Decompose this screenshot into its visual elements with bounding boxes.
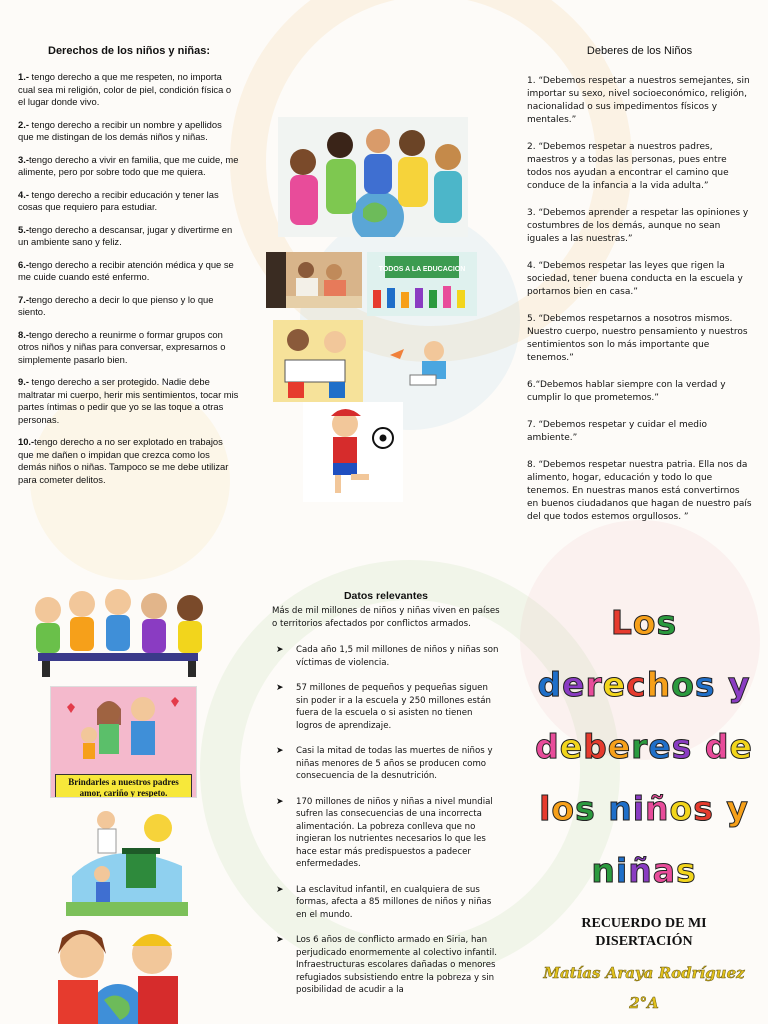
duties-section (527, 45, 752, 538)
right-number: 3.- (18, 153, 29, 165)
right-item (18, 436, 240, 486)
education-poster (367, 252, 477, 316)
right-item (18, 119, 240, 144)
parents-caption: Brindarles a nuestros padres amor, cariño y respeto. (55, 774, 192, 798)
fact-bullet: ➤ Los 6 años de conflicto armado en Siria, han perjudicado enormemente al colectivo infantil. Infraestructuras escolares dañadas o menores refugiados subsistiendo entre la pobreza y sin posibilidad de acudir a la (272, 934, 500, 997)
facts-heading: Datos relevantes (343, 590, 429, 602)
cover-title-line: niñas (591, 851, 697, 890)
children-globe-photo (278, 117, 468, 237)
classroom-photo (266, 252, 362, 308)
cover-title (520, 592, 768, 902)
duty-item: 1. “Debemos respetar a nuestros semejantes, sin importar su sexo, nivel socioeconómico, religión, nacionalidad o sus impedimentos físicos y mentales.” (527, 76, 750, 125)
family-illustration (51, 687, 196, 769)
rights-list (18, 71, 240, 486)
right-number: 10.- (18, 436, 35, 447)
right-item (18, 154, 240, 179)
right-text: tengo derecho a descansar, jugar y divertirme en un ambiente sano y feliz. (18, 223, 233, 247)
right-number: 4.- (18, 188, 29, 200)
cover-subtitle-line2: DISERTACIÓN (595, 934, 693, 949)
facts-section (272, 590, 500, 1010)
fact-bullet: ➤ Cada año 1,5 mil millones de niños y niñas son víctimas de violencia. (272, 644, 500, 669)
duty-item: 5. “Debemos respetarnos a nosotros mismos. Nuestro cuerpo, nuestro pensamiento y nuestros sentimientos son lo más importante que tenemos.” (527, 314, 748, 363)
education-sign-text: TODOS A LA EDUCACION (378, 266, 466, 273)
soccer-kid-cartoon (303, 402, 403, 502)
facts-list (272, 644, 500, 997)
kids-with-sign-cartoon (273, 320, 363, 402)
cover-subtitle-line1: RECUERDO DE MI (581, 916, 707, 931)
fact-bullet: ➤ 57 millones de pequeños y pequeñas siguen sin poder ir a la escuela y 250 millones están fuera de la escuela o si asisten no tienen logros de aprendizaje. (272, 682, 500, 732)
duties-heading: Deberes de los Niños (586, 45, 693, 57)
cover-section (520, 590, 768, 1012)
recycling-kids-cartoon (66, 806, 188, 916)
duties-list (527, 75, 752, 524)
right-item (18, 259, 240, 284)
fact-bullet: ➤ 170 millones de niños y niñas a nivel mundial sufren las consecuencias de una incorrecta alimentación. La pobreza conlleva que no ingieran los nutrientes necesarios lo que les hace estar más predispuestos a padecer enfermedades. (272, 796, 500, 871)
right-number: 5.- (18, 223, 29, 235)
kids-group-cartoon (18, 588, 216, 680)
duty-item: 7. “Debemos respetar y cuidar el medio ambiente.” (527, 420, 708, 443)
right-text: tengo derecho a no ser explotado en trabajos que me dañen o impidan que crezca como los demás niños o niñas. Tampoco se me debe utilizar para cometer delitos. (18, 436, 229, 485)
fact-bullet: ➤ Casi la mitad de todas las muertes de niños y niñas menores de 5 años se producen como consecuencia de la desnutrición. (272, 745, 500, 783)
child-reading-illustration (370, 325, 460, 395)
cover-title-line: derechos y (537, 665, 751, 704)
right-number: 1.- (18, 71, 29, 82)
right-text: tengo derecho a ser protegido. Nadie debe maltratar mi cuerpo, herir mis sentimientos, tocar mis partes íntimas o pedir que yo se las toque a otras personas. (18, 376, 239, 425)
cover-title-line: los niños y (539, 789, 749, 828)
cover-title-line: Los (610, 603, 678, 642)
right-item (18, 329, 240, 367)
kids-group-illustration (18, 588, 216, 680)
children-globe-illustration (278, 117, 468, 237)
right-item (18, 71, 240, 109)
right-number: 7.- (18, 293, 29, 305)
education-poster-illustration (367, 252, 477, 316)
fact-bullet: ➤ La esclavitud infantil, en cualquiera de sus formas, afecta a 85 millones de niños y niñas en el mundo. (272, 884, 500, 922)
classroom-illustration (266, 252, 362, 308)
right-number: 2.- (18, 118, 29, 130)
right-number: 8.- (18, 328, 29, 340)
rights-heading: Derechos de los niños y niñas: (48, 45, 210, 57)
right-text: tengo derecho a recibir un nombre y apellidos que me distingan de los demás niños y niñas. (18, 118, 222, 142)
parents-respect-card (50, 686, 197, 798)
duty-item: 4. “Debemos respetar las leyes que rigen la sociedad, tener buena conducta en la escuela y portarnos bien en casa.” (527, 261, 743, 297)
right-text: tengo derecho a que me respeten, no importa cual sea mi religión, color de piel, condición física o el lugar donde vivo. (18, 71, 232, 107)
duty-item: 2. “Debemos respetar a nuestros padres, maestros y a todas las personas, pues entre todos nos ayudan a encontrar el camino que conduce de la infancia a la vida adulta.” (527, 142, 729, 191)
cover-title-line: deberes de (535, 727, 753, 766)
right-item (18, 294, 240, 319)
right-text: tengo derecho a decir lo que pienso y lo que siento. (18, 293, 214, 317)
right-item (18, 224, 240, 249)
duty-item: 3. “Debemos aprender a respetar las opiniones y costumbres de los demás, aunque no sean iguales a las nuestras.” (527, 208, 749, 244)
right-item (18, 189, 240, 214)
right-number: 9.- (18, 376, 29, 387)
duty-item: 8. “Debemos respetar nuestra patria. Ella nos da alimento, hogar, educación y todo lo que tenemos. En nuestras manos está convertirnos en buenos ciudadanos que hagan de nuestro país del que todos estemos orgullosos. ” (527, 460, 752, 522)
kids-with-sign-illustration (273, 320, 363, 402)
right-text: tengo derecho a recibir atención médica y que se me cuide cuando esté enfermo. (18, 258, 234, 282)
right-text: tengo derecho a recibir educación y tener las cosas que requiero para estudiar. (18, 188, 219, 212)
cover-author: Matías Araya Rodríguez (543, 964, 745, 982)
recycling-illustration (66, 806, 188, 916)
kids-globe-cartoon (40, 920, 190, 1024)
facts-intro: Más de mil millones de niños y niñas viven en países o territorios afectados por conflictos armados. (272, 606, 500, 629)
duty-item: 6.“Debemos hablar siempre con la verdad y cumplir lo que prometemos.” (527, 380, 726, 403)
soccer-kid-illustration (303, 402, 403, 502)
right-text: tengo derecho a vivir en familia, que me cuide, me alimente, pero por sobre todo que me quiera. (18, 153, 239, 177)
right-text: tengo derecho a reunirme o formar grupos con otros niños y niñas para conversar, expresarnos o simplemente pasarlo bien. (18, 328, 226, 365)
right-number: 6.- (18, 258, 29, 270)
child-reading-cartoon (370, 325, 460, 395)
cover-grade: 2°A (629, 994, 659, 1012)
rights-section (18, 45, 240, 496)
right-item (18, 376, 240, 426)
kids-globe-illustration (40, 920, 190, 1024)
